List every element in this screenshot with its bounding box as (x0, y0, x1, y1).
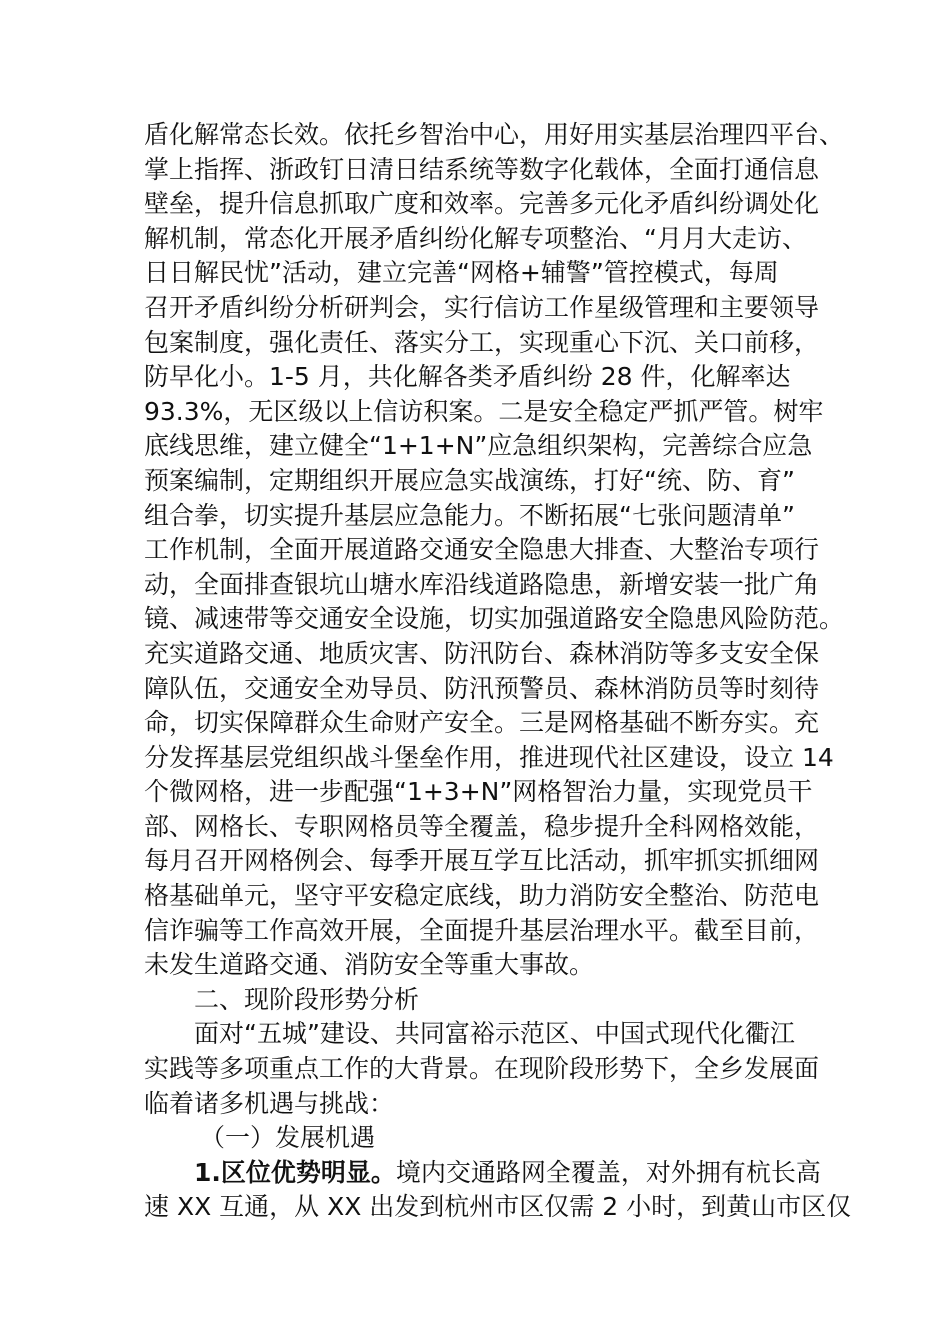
body-line: 信诈骗等工作高效开展，全面提升基层治理水平。截至目前， (144, 915, 820, 945)
item-title: 1.区位优势明显。 (194, 1157, 396, 1187)
body-line: 分发挥基层党组织战斗堡垒作用，推进现代社区建设，设立 14 (144, 742, 834, 772)
body-line: 组合拳，切实提升基层应急能力。不断拓展“七张问题清单” (144, 500, 795, 530)
body-line: 障队伍，交通安全劝导员、防汛预警员、森林消防员等时刻待 (144, 673, 820, 703)
body-line: 动，全面排查银坑山塘水库沿线道路隐患，新增安装一批广角 (144, 569, 820, 599)
body-line: 格基础单元，坚守平安稳定底线，助力消防安全整治、防范电 (144, 881, 820, 911)
body-line: 包案制度，强化责任、落实分工，实现重心下沉、关口前移， (144, 327, 820, 357)
body-line: 命，切实保障群众生命财产安全。三是网格基础不断夯实。充 (144, 708, 820, 738)
body-line: 掌上指挥、浙政钉日清日结系统等数字化载体，全面打通信息 (144, 154, 820, 184)
body-line: 未发生道路交通、消防安全等重大事故。 (144, 950, 595, 980)
body-line: 充实道路交通、地质灾害、防汛防台、森林消防等多支安全保 (144, 638, 820, 668)
sub-heading: （一）发展机遇 (200, 1123, 376, 1153)
body-line: 部、网格长、专职网格员等全覆盖，稳步提升全科网格效能， (144, 811, 820, 841)
item-first-line (144, 1156, 824, 1191)
body-line: 镜、减速带等交通安全设施，切实加强道路安全隐患风险防范。 (144, 604, 845, 634)
body-line: 壁垒，提升信息抓取广度和效率。完善多元化矛盾纠纷调处化 (144, 189, 820, 219)
body-line: 底线思维，建立健全“1+1+N”应急组织架构，完善综合应急 (144, 431, 813, 461)
section-heading: 二、现阶段形势分析 (194, 984, 420, 1014)
body-line: 盾化解常态长效。依托乡智治中心，用好用实基层治理四平台、 (144, 120, 845, 149)
body-line: 工作机制，全面开展道路交通安全隐患大排查、大整治专项行 (144, 535, 820, 565)
body-line: 实践等多项重点工作的大背景。在现阶段形势下，全乡发展面 (144, 1054, 820, 1084)
item-text: 境内交通路网全覆盖，对外拥有杭长高 (395, 1157, 821, 1187)
body-line: 召开矛盾纠纷分析研判会，实行信访工作星级管理和主要领导 (144, 292, 820, 322)
body-line: 速 XX 互通，从 XX 出发到杭州市区仅需 2 小时，到黄山市区仅 (144, 1192, 852, 1222)
body-line: 个微网格，进一步配强“1+3+N”网格智治力量，实现党员干 (144, 777, 813, 807)
document-body (144, 118, 852, 1225)
body-line: 解机制，常态化开展矛盾纠纷化解专项整治、“月月大走访、 (144, 223, 807, 253)
body-line: 临着诸多机遇与挑战： (144, 1088, 395, 1118)
body-line: 预案编制，定期组织开展应急实战演练，打好“统、防、育” (144, 465, 795, 495)
body-line: 日日解民忧”活动，建立完善“网格+辅警”管控模式，每周 (144, 258, 779, 288)
body-line: 93.3%，无区级以上信访积案。二是安全稳定严抓严管。树牢 (144, 396, 824, 426)
body-line: 面对“五城”建设、共同富裕示范区、中国式现代化衢江 (194, 1019, 795, 1049)
body-line: 防早化小。1-5 月，共化解各类矛盾纠纷 28 件，化解率达 (144, 362, 791, 392)
body-line: 每月召开网格例会、每季开展互学互比活动，抓牢抓实抓细网 (144, 846, 820, 876)
